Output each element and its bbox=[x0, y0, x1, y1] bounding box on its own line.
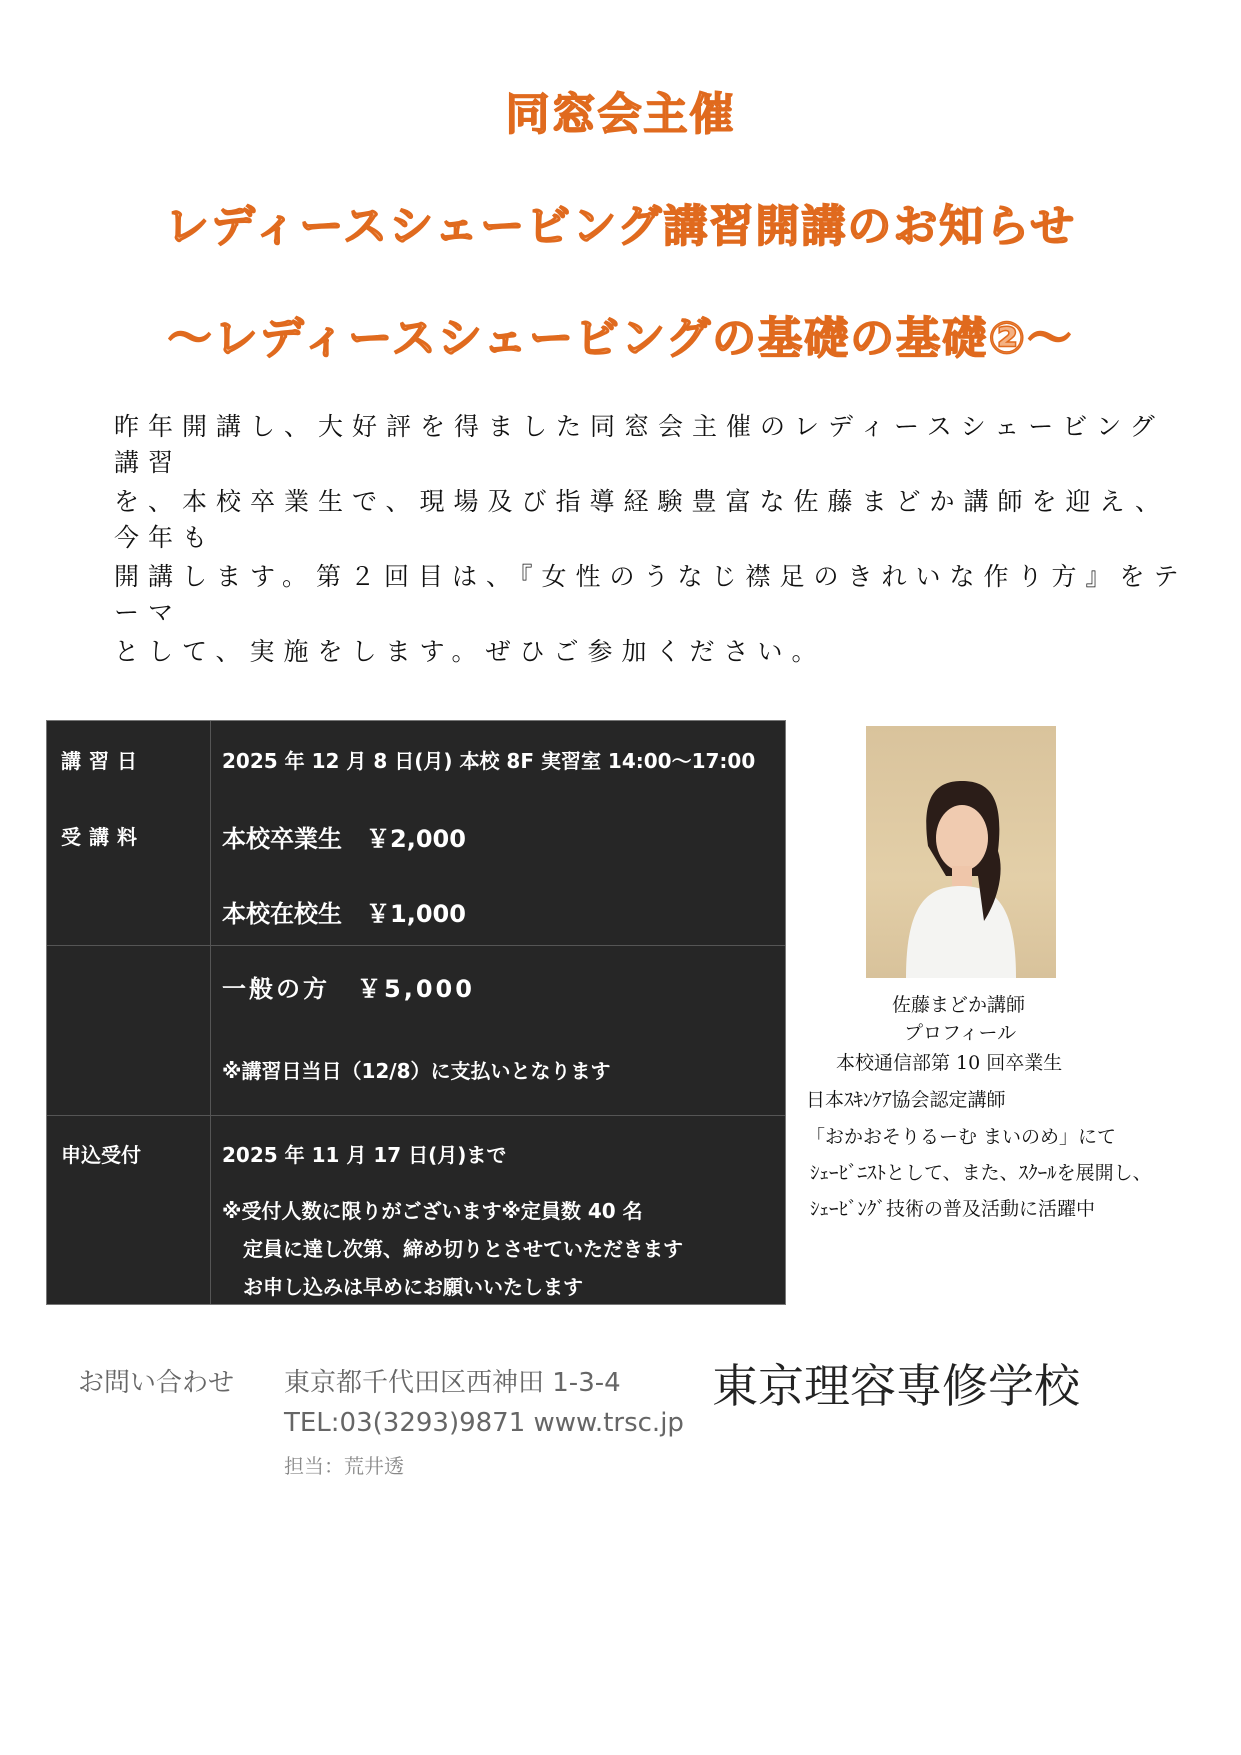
apply-note: ※受付人数に限りがございます※定員数 40 名 bbox=[222, 1199, 643, 1223]
instructor-photo bbox=[866, 726, 1056, 978]
table-row-divider bbox=[47, 1115, 785, 1116]
table-column-divider bbox=[210, 721, 211, 1304]
intro-line: 昨年開講し、大好評を得ました同窓会主催のレディースシェービング講習 bbox=[114, 412, 1164, 477]
fee-general: 一般の方 ￥5,000 bbox=[222, 975, 475, 1003]
table-row-divider bbox=[47, 945, 785, 946]
contact-label: お問い合わせ bbox=[78, 1368, 235, 1398]
instructor-portrait-icon bbox=[866, 726, 1056, 978]
intro-line: 開講します。第２回目は、『女性のうなじ襟足のきれいな作り方』をテーマ bbox=[114, 562, 1188, 627]
profile-line: ｼｪｰﾋﾞﾆｽﾄとして、また、ｽｸｰﾙを展開し、 bbox=[810, 1162, 1152, 1184]
fee-note: ※講習日当日（12/8）に支払いとなります bbox=[222, 1059, 611, 1083]
profile-line: ｼｪｰﾋﾞﾝｸﾞ技術の普及活動に活躍中 bbox=[810, 1198, 1096, 1220]
date-label: 講習日 bbox=[61, 749, 145, 773]
apply-note: 定員に達し次第、締め切りとさせていただきます bbox=[243, 1237, 683, 1261]
announcement-title: レディースシェービング講習開講のお知らせ bbox=[164, 201, 1077, 252]
profile-line: 本校通信部第 10 回卒業生 bbox=[836, 1052, 1063, 1074]
contact-staff: 担当：荒井透 bbox=[284, 1454, 404, 1478]
date-value: 2025 年 12 月 8 日(月) 本校 8F 実習室 14:00～17:00 bbox=[222, 749, 756, 773]
event-organizer-title: 同窓会主催 bbox=[505, 89, 736, 140]
profile-line: 日本ｽｷﾝｹｱ協会認定講師 bbox=[806, 1089, 1006, 1111]
fee-student: 本校在校生 ￥1,000 bbox=[222, 900, 466, 928]
course-info-table bbox=[46, 720, 786, 1305]
school-name: 東京理容専修学校 bbox=[712, 1359, 1080, 1413]
fee-label: 受講料 bbox=[61, 825, 145, 849]
contact-address: 東京都千代田区西神田 1-3-4 bbox=[284, 1368, 621, 1398]
instructor-name: 佐藤まどか講師 bbox=[892, 994, 1026, 1016]
apply-label: 申込受付 bbox=[61, 1143, 141, 1167]
fee-graduate: 本校卒業生 ￥2,000 bbox=[222, 825, 466, 853]
intro-line: を、本校卒業生で、現場及び指導経験豊富な佐藤まどか講師を迎え、今年も bbox=[114, 487, 1170, 552]
contact-tel-web: TEL:03(3293)9871 www.trsc.jp bbox=[284, 1408, 684, 1438]
course-subtitle: ～レディースシェービングの基礎の基礎②～ bbox=[167, 313, 1074, 364]
apply-deadline: 2025 年 11 月 17 日(月)まで bbox=[222, 1143, 507, 1167]
apply-note: お申し込みは早めにお願いいたします bbox=[243, 1275, 583, 1299]
intro-line: として、実施をします。ぜひご参加ください。 bbox=[114, 637, 826, 666]
profile-heading: プロフィール bbox=[904, 1022, 1017, 1044]
profile-line: 「おかおそりるーむ まいのめ」にて bbox=[806, 1126, 1117, 1148]
